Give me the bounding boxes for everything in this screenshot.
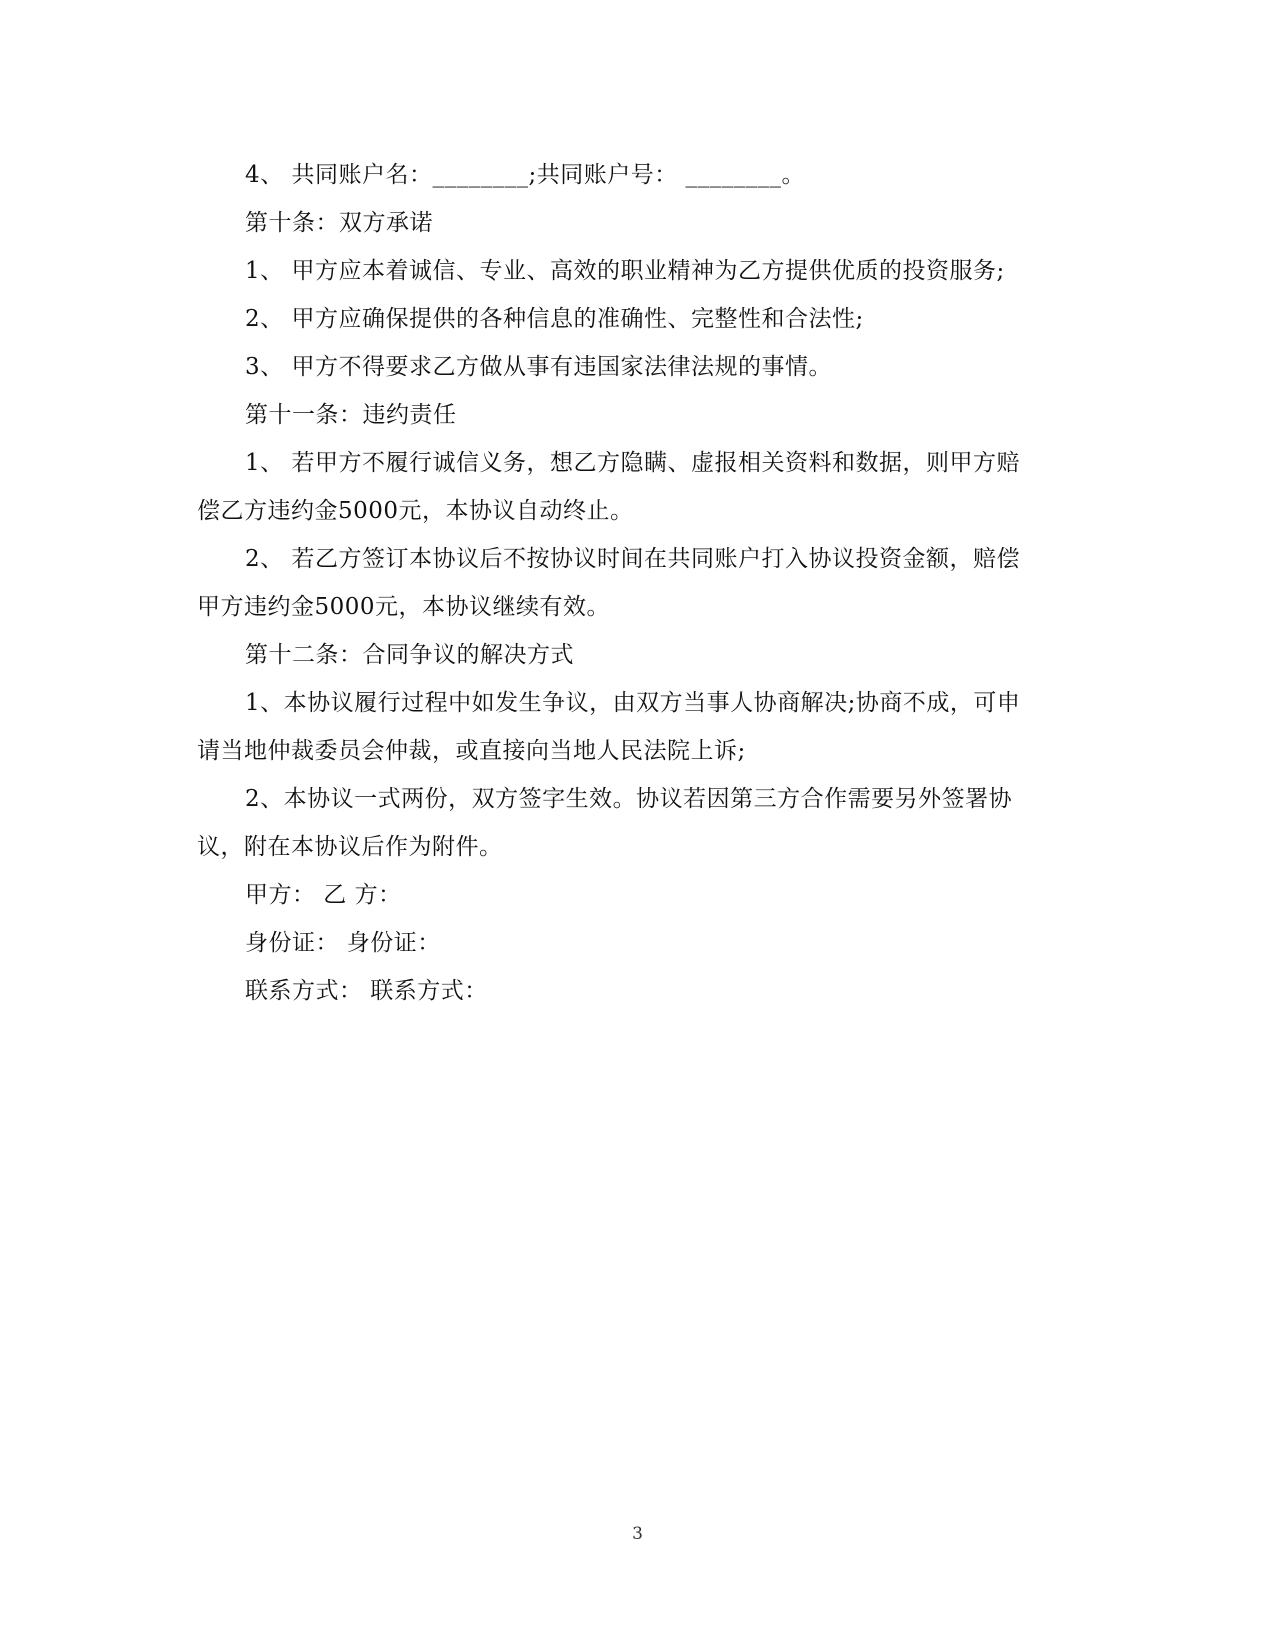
article-10-heading: 第十条：双方承诺 [245, 210, 433, 236]
article-11-item-2: 2、 若乙方签订本协议后不按协议时间在共同账户打入协议投资金额，赔偿 [245, 546, 1020, 572]
article-11-item-1: 1、 若甲方不履行诚信义务，想乙方隐瞒、虚报相关资料和数据，则甲方赔 [245, 450, 1020, 476]
signature-contacts: 联系方式： 联系方式： [245, 978, 488, 1004]
article-11-item-2-continued: 甲方违约金5000元，本协议继续有效。 [197, 594, 611, 620]
article-10-item-2: 2、 甲方应确保提供的各种信息的准确性、完整性和合法性; [245, 306, 864, 332]
article-12-heading: 第十二条：合同争议的解决方式 [245, 642, 574, 668]
article-12-item-1: 1、本协议履行过程中如发生争议，由双方当事人协商解决;协商不成，可申 [245, 690, 1021, 716]
article-12-item-1-continued: 请当地仲裁委员会仲裁，或直接向当地人民法院上诉; [197, 738, 746, 764]
page-number: 3 [632, 1524, 643, 1544]
article-10-item-3: 3、 甲方不得要求乙方做从事有违国家法律法规的事情。 [245, 354, 832, 380]
article-11-heading: 第十一条：违约责任 [245, 402, 457, 428]
article-11-item-1-continued: 偿乙方违约金5000元，本协议自动终止。 [197, 498, 634, 524]
clause-9-item-4: 4、 共同账户名：________;共同账户号： ________。 [245, 162, 806, 188]
signature-id-cards: 身份证： 身份证： [245, 930, 441, 956]
article-10-item-1: 1、 甲方应本着诚信、专业、高效的职业精神为乙方提供优质的投资服务; [245, 258, 1005, 284]
article-12-item-2: 2、本协议一式两份，双方签字生效。协议若因第三方合作需要另外签署协 [245, 786, 1013, 812]
article-12-item-2-continued: 议，附在本协议后作为附件。 [197, 834, 503, 860]
signature-parties: 甲方： 乙 方： [245, 882, 402, 908]
